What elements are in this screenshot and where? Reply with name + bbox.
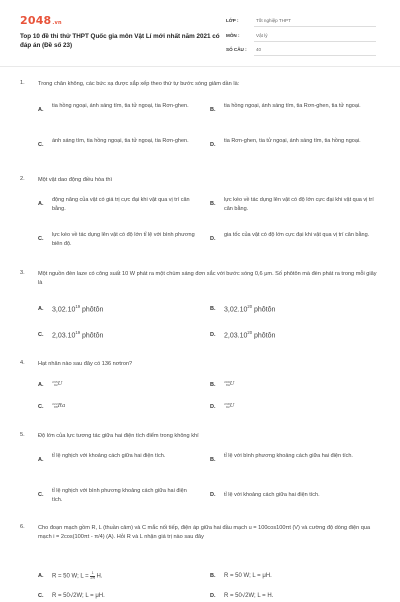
option-suffix: H. xyxy=(94,573,103,580)
question-text: Một vật dao động điều hòa thì xyxy=(38,177,113,183)
header-divider xyxy=(0,66,400,67)
atomic-number: 92 xyxy=(53,382,58,387)
option-text xyxy=(224,592,273,602)
option-letter: D. xyxy=(210,332,216,338)
meta-value: Tốt nghiệp THPT xyxy=(256,18,291,23)
document-title: Top 10 đề thi thử THPT Quốc gia môn Vật Lí mới nhất năm 2021 có đáp án (Đề số 23) xyxy=(20,33,220,50)
option-suffix: μH. xyxy=(262,573,272,579)
option-suffix: H. xyxy=(267,593,274,599)
question-number: 2. xyxy=(20,176,25,182)
question-text: Hạt nhân nào sau đây có 136 nơtron? xyxy=(38,361,133,367)
option-letter: D. xyxy=(210,492,216,498)
question-number: 3. xyxy=(20,270,25,276)
value-base: 2,03.10 xyxy=(224,332,248,340)
mass-number: 222 xyxy=(52,401,58,406)
option-letter: A. xyxy=(38,382,44,388)
option-letter: B. xyxy=(210,457,216,463)
option-text: tia Rơn-ghen, tia tử ngoại, ánh sáng tím, tia hồng ngoại. xyxy=(224,138,361,144)
option-prefix: R = 50√2W; L = xyxy=(224,593,268,599)
option-prefix: R = 50 W; L = xyxy=(52,573,91,580)
option-prefix: R = 50 W; L = xyxy=(224,573,263,579)
option-letter: B. xyxy=(210,306,216,312)
atomic-number: 86 xyxy=(53,404,58,409)
question-number: 5. xyxy=(20,432,25,438)
option-letter: A. xyxy=(38,201,44,207)
logo-main: 2048 xyxy=(20,14,52,27)
option-letter: A. xyxy=(38,573,44,579)
option-letter: A. xyxy=(38,107,44,113)
meta-key: MÔN : xyxy=(226,33,240,38)
element-symbol: U xyxy=(229,381,235,387)
option-suffix: μH. xyxy=(95,593,105,599)
element-symbol: U xyxy=(229,403,235,409)
option-letter: D. xyxy=(210,593,216,599)
option-letter: A. xyxy=(38,306,44,312)
mass-number: 238 xyxy=(224,401,230,406)
option-letter: B. xyxy=(210,382,216,388)
question-number: 6. xyxy=(20,524,25,530)
option-letter: B. xyxy=(210,201,216,207)
value-unit: phôtôn xyxy=(252,332,276,340)
meta-subject xyxy=(226,29,376,43)
option-letter: C. xyxy=(38,593,44,599)
option-text xyxy=(224,330,275,342)
question-text: Một nguồn đèn laze có công suất 10 W phát ra một chùm sáng đơn sắc với bước sóng 0,6 μm. Số phôtôn mà đèn phát ra trong mỗi giây là xyxy=(38,271,377,287)
option-letter: D. xyxy=(210,236,216,242)
meta-line xyxy=(254,41,376,42)
option-text: ánh sáng tím, tia hồng ngoại, tia tử ngoại, tia Rơn-ghen. xyxy=(52,138,189,144)
element-symbol: U xyxy=(57,381,63,387)
fraction-numerator: 1 xyxy=(91,571,94,575)
option-text: tỉ lệ nghịch với bình phương khoảng cách giữa hai điện tích. xyxy=(52,488,187,503)
nuclide-formula xyxy=(224,402,234,411)
option-letter: D. xyxy=(210,142,216,148)
mass-number: 209 xyxy=(224,379,230,384)
logo-suffix: .vn xyxy=(52,20,62,26)
value-base: 3,02.10 xyxy=(52,306,76,314)
option-letter: B. xyxy=(210,573,216,579)
option-letter: B. xyxy=(210,107,216,113)
option-letter: C. xyxy=(38,142,44,148)
nuclide-formula xyxy=(52,402,65,411)
question-number: 1. xyxy=(20,80,25,86)
option-letter: C. xyxy=(38,332,44,338)
question-number: 4. xyxy=(20,360,25,366)
option-prefix: R = 50√2W; L = xyxy=(52,593,96,599)
value-exponent: 20 xyxy=(247,330,253,335)
option-text xyxy=(52,304,103,316)
mass-number: 235 xyxy=(52,379,58,384)
value-base: 2,03.10 xyxy=(52,332,76,340)
nuclide-formula xyxy=(52,380,62,389)
meta-key: LỚP : xyxy=(226,18,239,23)
fraction-denominator: 2π xyxy=(90,575,95,580)
option-text xyxy=(52,592,105,602)
option-letter: C. xyxy=(38,404,44,410)
option-letter: D. xyxy=(210,404,216,410)
option-text xyxy=(52,330,103,342)
atomic-number: 84 xyxy=(225,382,230,387)
meta-class xyxy=(226,14,376,28)
option-text: động năng của vật có giá trị cực đại khi vật qua vị trí cân bằng. xyxy=(52,197,190,212)
value-base: 3,02.10 xyxy=(224,306,248,314)
option-text: gia tốc của vật có độ lớn cực đại khi vật qua vị trí cân bằng. xyxy=(224,232,370,238)
meta-line xyxy=(254,26,376,27)
document-header xyxy=(0,0,400,62)
option-text: lực kéo về tác dụng lên vật có độ lớn tỉ lệ với bình phương biên độ. xyxy=(52,232,195,247)
element-symbol: Ra xyxy=(57,403,66,409)
site-logo[interactable] xyxy=(20,14,62,27)
value-exponent: 19 xyxy=(75,330,81,335)
option-text: tia hồng ngoại, ánh sáng tím, tia Rơn-ghen, tia tử ngoại. xyxy=(224,103,361,109)
meta-key: SỐ CÂU : xyxy=(226,47,247,52)
meta-value: Vật lý xyxy=(256,33,268,38)
value-unit: phôtôn xyxy=(80,306,104,314)
option-text: lực kéo về tác dụng lên vật có độ lớn cực đại khi vật qua vị trí cân bằng. xyxy=(224,197,374,212)
option-text: tia hồng ngoại, ánh sáng tím, tia tử ngoại, tia Rơn-ghen. xyxy=(52,103,189,109)
value-unit: phôtôn xyxy=(252,306,276,314)
meta-value: 40 xyxy=(256,47,262,52)
value-exponent: 20 xyxy=(247,304,253,309)
question-text: Trong chân không, các bức xạ được sắp xếp theo thứ tự bước sóng giảm dần là: xyxy=(38,81,240,87)
option-letter: C. xyxy=(38,236,44,242)
value-unit: phôtôn xyxy=(80,332,104,340)
option-text: tỉ lệ với khoảng cách giữa hai điện tích. xyxy=(224,492,320,498)
option-text: tỉ lệ với bình phương khoảng cách giữa hai điện tích. xyxy=(224,453,353,459)
option-letter: A. xyxy=(38,457,44,463)
option-text xyxy=(224,304,275,316)
meta-line xyxy=(254,55,376,56)
question-text: Cho đoạn mạch gồm R, L (thuần cảm) và C mắc nối tiếp, điện áp giữa hai đầu mạch u = 100cos100πt (V) và cường độ dòng điện qua mạch i = 2cos(100πt - π/4) (A). Hỏi R và L nhận giá trị nào sau đây xyxy=(38,525,371,541)
nuclide-formula xyxy=(224,380,234,389)
option-letter: C. xyxy=(38,492,44,498)
option-text xyxy=(52,572,103,582)
atomic-number: 92 xyxy=(225,404,230,409)
option-text xyxy=(224,572,272,582)
question-text: Độ lớn của lực tương tác giữa hai điện tích điểm trong không khí xyxy=(38,433,199,439)
value-exponent: 19 xyxy=(75,304,81,309)
meta-count xyxy=(226,43,376,57)
option-text: tỉ lệ nghịch với khoảng cách giữa hai điện tích. xyxy=(52,453,166,459)
